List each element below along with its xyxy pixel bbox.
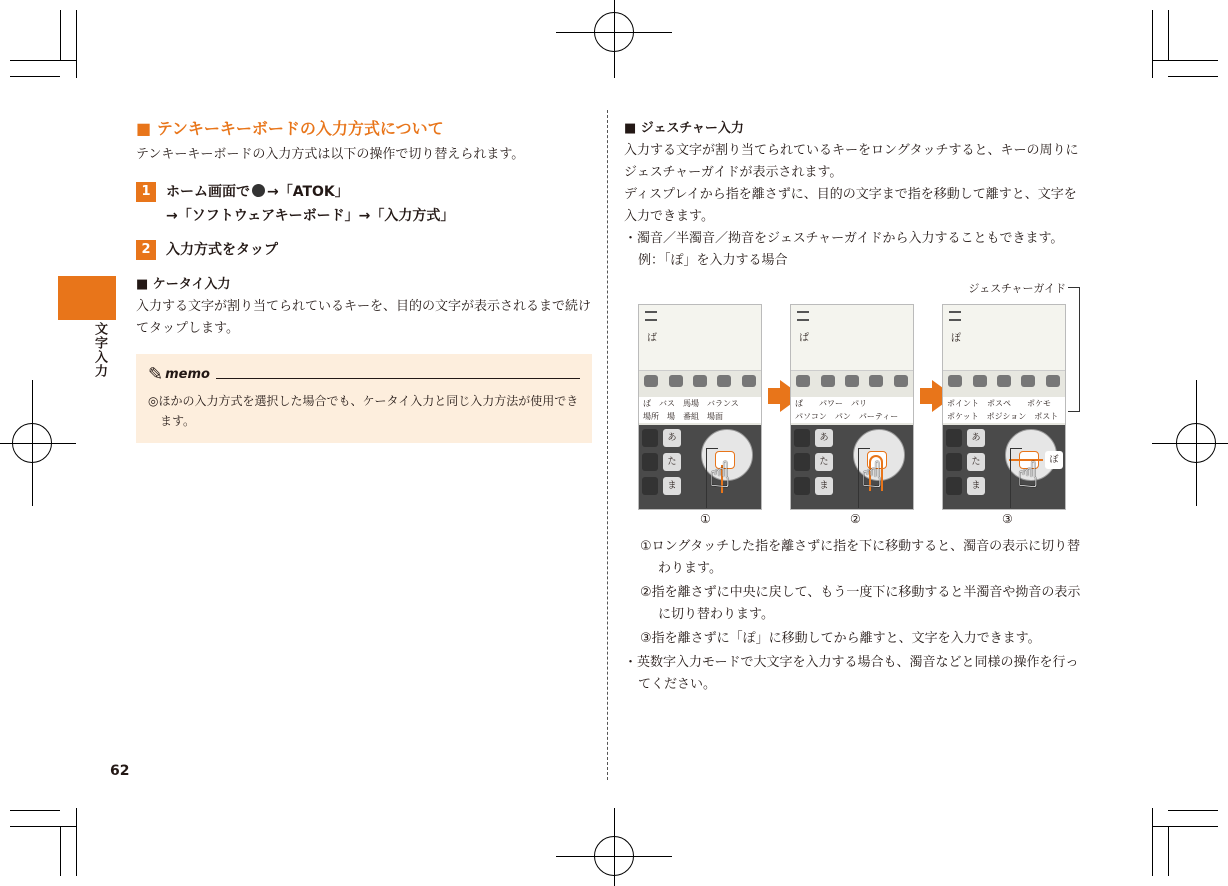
key: ま — [663, 477, 681, 495]
phone-screen-1 — [638, 304, 762, 510]
key: ぼ — [1045, 451, 1063, 469]
gesture-title: ■ ジェスチャー入力 — [624, 121, 744, 136]
crop-mark — [614, 0, 615, 78]
candidate-row: 場所 場 番組 場面 — [643, 412, 723, 421]
crop-mark — [1152, 60, 1218, 61]
menu-icon — [645, 311, 657, 321]
candidate-row: ぱ パワー パリ — [795, 399, 867, 408]
step-text-part: →「ATOK」 — [267, 184, 349, 200]
right-column — [624, 118, 1084, 696]
tool-icon — [894, 375, 908, 387]
keyboard — [639, 425, 761, 509]
step-text-line2: →「ソフトウェアキーボード」→「入力方式」 — [166, 208, 455, 224]
crop-mark — [60, 10, 61, 60]
toolbar — [639, 375, 761, 393]
section-title: ■ テンキーキーボードの入力方式について — [136, 119, 444, 138]
candidate-list — [791, 397, 913, 423]
phone-screen-2 — [790, 304, 914, 510]
tool-icon — [948, 375, 962, 387]
tool-icon — [869, 375, 883, 387]
side-key — [642, 477, 658, 495]
side-key — [794, 477, 810, 495]
input-char: ぱ — [799, 333, 809, 344]
key: た — [815, 453, 833, 471]
gesture-bullet2: ・英数字入力モードで大文字を入力する場合も、濁音などと同様の操作を行ってください。 — [624, 655, 1079, 692]
crop-mark — [1152, 808, 1153, 876]
keyboard — [791, 425, 913, 509]
intro-text: テンキーキーボードの入力方式は以下の操作で切り替えられます。 — [136, 147, 525, 162]
crop-mark — [1152, 826, 1218, 827]
tool-icon — [669, 375, 683, 387]
input-char: ば — [647, 333, 657, 344]
input-area — [791, 305, 913, 371]
tool-icon — [997, 375, 1011, 387]
pencil-icon: ✎ — [148, 364, 164, 385]
candidate-list — [943, 397, 1065, 423]
memo-header — [148, 364, 580, 385]
side-key — [642, 429, 658, 447]
crop-mark — [76, 10, 77, 78]
page-number: 62 — [110, 763, 130, 779]
side-key — [946, 429, 962, 447]
input-area — [943, 305, 1065, 371]
crop-mark — [10, 810, 60, 811]
toolbar — [943, 375, 1065, 393]
crop-mark — [10, 76, 60, 77]
memo-body: ◎ほかの入力方式を選択した場合でも、ケータイ入力と同じ入力方法が使用できます。 — [148, 394, 579, 428]
key: た — [967, 453, 985, 471]
side-key — [642, 453, 658, 471]
input-area — [639, 305, 761, 371]
left-column — [136, 118, 592, 443]
tool-icon — [821, 375, 835, 387]
note-1: ①ロングタッチした指を離さずに指を下に移動すると、濁音の表示に切り替わります。 — [640, 539, 1081, 576]
step-number: 1 — [136, 182, 156, 202]
guide-leader-line — [1068, 287, 1080, 412]
step-1 — [136, 180, 592, 228]
gesture-para2: ディスプレイから指を離さずに、目的の文字まで指を移動して離すと、文字を入力できます。 — [624, 187, 1077, 224]
crop-mark — [1168, 76, 1218, 77]
crop-mark — [10, 60, 76, 61]
candidate-list — [639, 397, 761, 423]
key: あ — [815, 429, 833, 447]
callout-1: ① — [700, 512, 711, 526]
step-text: 入力方式をタップ — [166, 242, 278, 258]
key: あ — [663, 429, 681, 447]
gesture-figure — [624, 280, 1084, 530]
side-key — [946, 453, 962, 471]
input-char: ぽ — [951, 333, 961, 344]
key: ま — [815, 477, 833, 495]
crop-mark — [60, 826, 61, 876]
step-text — [166, 180, 454, 228]
candidate-row: ば バス 馬場 バランス — [643, 399, 739, 408]
keitai-title: ■ ケータイ入力 — [136, 277, 231, 292]
column-divider — [607, 110, 608, 780]
hand-icon: ☝ — [861, 455, 883, 496]
tool-icon — [796, 375, 810, 387]
callout-line — [1010, 448, 1022, 508]
callout-line — [858, 448, 870, 508]
crop-mark — [76, 808, 77, 876]
gesture-para1: 入力する文字が割り当てられているキーをロングタッチすると、キーの周りにジェスチャーガイドが表示されます。 — [624, 143, 1079, 180]
chapter-tab — [58, 276, 116, 320]
crop-mark — [1152, 10, 1153, 78]
memo-box — [136, 354, 592, 443]
toolbar — [791, 375, 913, 393]
callout-line — [706, 448, 718, 508]
globe-icon — [252, 184, 265, 197]
memo-label: memo — [165, 367, 210, 382]
hand-icon: ☝ — [1017, 455, 1039, 496]
phone-screen-3 — [942, 304, 1066, 510]
crop-mark — [1168, 810, 1218, 811]
note-3: ③指を離さずに「ぽ」に移動してから離すと、文字を入力できます。 — [640, 631, 1041, 646]
tool-icon — [1046, 375, 1060, 387]
candidate-row: ポイント ポスペ ポケモ — [947, 399, 1051, 408]
tool-icon — [717, 375, 731, 387]
gesture-bullet1: ・濁音／半濁音／拗音をジェスチャーガイドから入力することもできます。 — [624, 231, 1064, 246]
callout-3: ③ — [1002, 512, 1013, 526]
tool-icon — [693, 375, 707, 387]
crop-mark — [1152, 443, 1228, 444]
crop-mark — [1168, 826, 1169, 876]
keyboard — [943, 425, 1065, 509]
tool-icon — [845, 375, 859, 387]
callout-2: ② — [850, 512, 861, 526]
crop-mark — [0, 443, 76, 444]
key: あ — [967, 429, 985, 447]
crop-mark — [556, 32, 672, 33]
tool-icon — [1021, 375, 1035, 387]
example-label: 例：「ぽ」を入力する場合 — [638, 253, 788, 268]
tool-icon — [973, 375, 987, 387]
tool-icon — [644, 375, 658, 387]
side-key — [794, 429, 810, 447]
guide-label: ジェスチャーガイド — [968, 282, 1066, 295]
crop-mark — [556, 856, 672, 857]
step-text-part: ホーム画面で — [166, 184, 250, 200]
memo-rule — [216, 378, 580, 379]
menu-icon — [949, 311, 961, 321]
step-number: 2 — [136, 240, 156, 260]
candidate-row: ポケット ポジション ポスト — [947, 412, 1059, 421]
step-2 — [136, 238, 592, 262]
key: た — [663, 453, 681, 471]
side-key — [946, 477, 962, 495]
crop-mark — [10, 826, 76, 827]
hand-icon: ☝ — [709, 455, 731, 496]
side-key — [794, 453, 810, 471]
candidate-row: パソコン パン パーティー — [795, 412, 899, 421]
note-2: ②指を離さずに中央に戻して、もう一度下に移動すると半濁音や拗音の表示に切り替わります。 — [640, 585, 1081, 622]
keitai-body: 入力する文字が割り当てられているキーを、目的の文字が表示されるまで続けてタップします。 — [136, 299, 592, 336]
menu-icon — [797, 311, 809, 321]
key: ま — [967, 477, 985, 495]
tool-icon — [742, 375, 756, 387]
crop-mark — [614, 808, 615, 886]
crop-mark — [1168, 10, 1169, 60]
chapter-label: 文字入力 — [92, 322, 107, 378]
